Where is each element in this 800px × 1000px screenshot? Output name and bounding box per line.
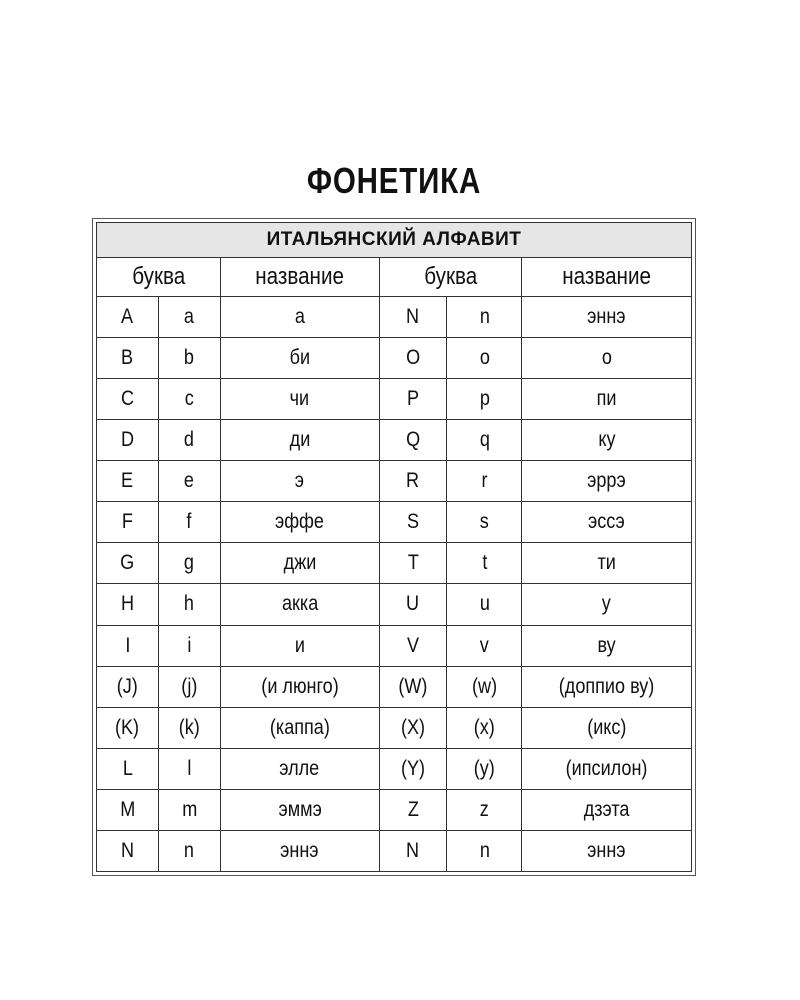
table-row xyxy=(97,379,692,420)
table-row xyxy=(97,748,692,789)
lower-letter-right: s xyxy=(447,502,522,543)
upper-letter-left: (K) xyxy=(97,707,159,748)
letter-name-left: ди xyxy=(220,420,379,461)
header-name-right: название xyxy=(522,258,692,297)
lower-letter-right: (w) xyxy=(447,666,522,707)
upper-letter-right: V xyxy=(379,625,447,666)
alphabet-table-frame xyxy=(92,218,696,876)
lower-letter-right: n xyxy=(447,830,522,871)
upper-letter-right: N xyxy=(379,297,447,338)
letter-name-right: пи xyxy=(522,379,692,420)
upper-letter-right: T xyxy=(379,543,447,584)
letter-name-left: (и люнго) xyxy=(220,666,379,707)
lower-letter-left: n xyxy=(158,830,220,871)
letter-name-left: э xyxy=(220,461,379,502)
upper-letter-left: A xyxy=(97,297,159,338)
letter-name-left: би xyxy=(220,338,379,379)
table-row xyxy=(97,625,692,666)
letter-name-right: ку xyxy=(522,420,692,461)
upper-letter-left: L xyxy=(97,748,159,789)
header-letter-left: буква xyxy=(97,258,221,297)
lower-letter-right: (x) xyxy=(447,707,522,748)
header-letter-right: буква xyxy=(379,258,522,297)
page-title: ФОНЕТИКА xyxy=(306,160,482,201)
upper-letter-left: I xyxy=(97,625,159,666)
lower-letter-left: (j) xyxy=(158,666,220,707)
letter-name-right: эннэ xyxy=(522,297,692,338)
lower-letter-left: g xyxy=(158,543,220,584)
letter-name-right: дзэта xyxy=(522,789,692,830)
table-row xyxy=(97,420,692,461)
lower-letter-right: t xyxy=(447,543,522,584)
upper-letter-right: (W) xyxy=(379,666,447,707)
lower-letter-left: d xyxy=(158,420,220,461)
lower-letter-left: b xyxy=(158,338,220,379)
table-row xyxy=(97,297,692,338)
lower-letter-left: a xyxy=(158,297,220,338)
lower-letter-left: (k) xyxy=(158,707,220,748)
letter-name-left: и xyxy=(220,625,379,666)
table-row xyxy=(97,707,692,748)
table-row xyxy=(97,584,692,625)
upper-letter-right: (X) xyxy=(379,707,447,748)
letter-name-left: (каппа) xyxy=(220,707,379,748)
letter-name-right: эссэ xyxy=(522,502,692,543)
lower-letter-left: c xyxy=(158,379,220,420)
table-header-row xyxy=(97,258,692,297)
upper-letter-left: E xyxy=(97,461,159,502)
table-caption: ИТАЛЬЯНСКИЙ АЛФАВИТ xyxy=(97,223,692,258)
lower-letter-left: e xyxy=(158,461,220,502)
upper-letter-left: H xyxy=(97,584,159,625)
table-caption-row xyxy=(97,223,692,258)
upper-letter-right: (Y) xyxy=(379,748,447,789)
letter-name-right: (икс) xyxy=(522,707,692,748)
lower-letter-right: v xyxy=(447,625,522,666)
letter-name-left: джи xyxy=(220,543,379,584)
lower-letter-right: n xyxy=(447,297,522,338)
lower-letter-right: (y) xyxy=(447,748,522,789)
lower-letter-left: l xyxy=(158,748,220,789)
lower-letter-right: z xyxy=(447,789,522,830)
alphabet-table xyxy=(96,222,692,872)
upper-letter-left: B xyxy=(97,338,159,379)
letter-name-left: чи xyxy=(220,379,379,420)
table-row xyxy=(97,543,692,584)
letter-name-right: о xyxy=(522,338,692,379)
lower-letter-right: p xyxy=(447,379,522,420)
table-row xyxy=(97,830,692,871)
letter-name-right: (доппио ву) xyxy=(522,666,692,707)
letter-name-right: (ипсилон) xyxy=(522,748,692,789)
lower-letter-left: i xyxy=(158,625,220,666)
letter-name-left: эммэ xyxy=(220,789,379,830)
upper-letter-right: P xyxy=(379,379,447,420)
table-row xyxy=(97,502,692,543)
header-name-left: название xyxy=(220,258,379,297)
table-body xyxy=(97,297,692,872)
lower-letter-left: h xyxy=(158,584,220,625)
lower-letter-right: o xyxy=(447,338,522,379)
letter-name-left: эннэ xyxy=(220,830,379,871)
upper-letter-right: Q xyxy=(379,420,447,461)
upper-letter-right: N xyxy=(379,830,447,871)
letter-name-left: а xyxy=(220,297,379,338)
letter-name-left: элле xyxy=(220,748,379,789)
table-row xyxy=(97,461,692,502)
upper-letter-right: S xyxy=(379,502,447,543)
upper-letter-right: Z xyxy=(379,789,447,830)
upper-letter-left: C xyxy=(97,379,159,420)
upper-letter-left: D xyxy=(97,420,159,461)
upper-letter-left: F xyxy=(97,502,159,543)
lower-letter-right: r xyxy=(447,461,522,502)
lower-letter-left: f xyxy=(158,502,220,543)
table-row xyxy=(97,338,692,379)
table-row xyxy=(97,666,692,707)
letter-name-left: акка xyxy=(220,584,379,625)
upper-letter-left: M xyxy=(97,789,159,830)
lower-letter-right: q xyxy=(447,420,522,461)
upper-letter-left: (J) xyxy=(97,666,159,707)
letter-name-left: эффе xyxy=(220,502,379,543)
table-row xyxy=(97,789,692,830)
letter-name-right: ти xyxy=(522,543,692,584)
lower-letter-right: u xyxy=(447,584,522,625)
letter-name-right: у xyxy=(522,584,692,625)
letter-name-right: эннэ xyxy=(522,830,692,871)
upper-letter-left: G xyxy=(97,543,159,584)
upper-letter-right: O xyxy=(379,338,447,379)
letter-name-right: ву xyxy=(522,625,692,666)
upper-letter-right: R xyxy=(379,461,447,502)
upper-letter-left: N xyxy=(97,830,159,871)
upper-letter-right: U xyxy=(379,584,447,625)
letter-name-right: эррэ xyxy=(522,461,692,502)
lower-letter-left: m xyxy=(158,789,220,830)
